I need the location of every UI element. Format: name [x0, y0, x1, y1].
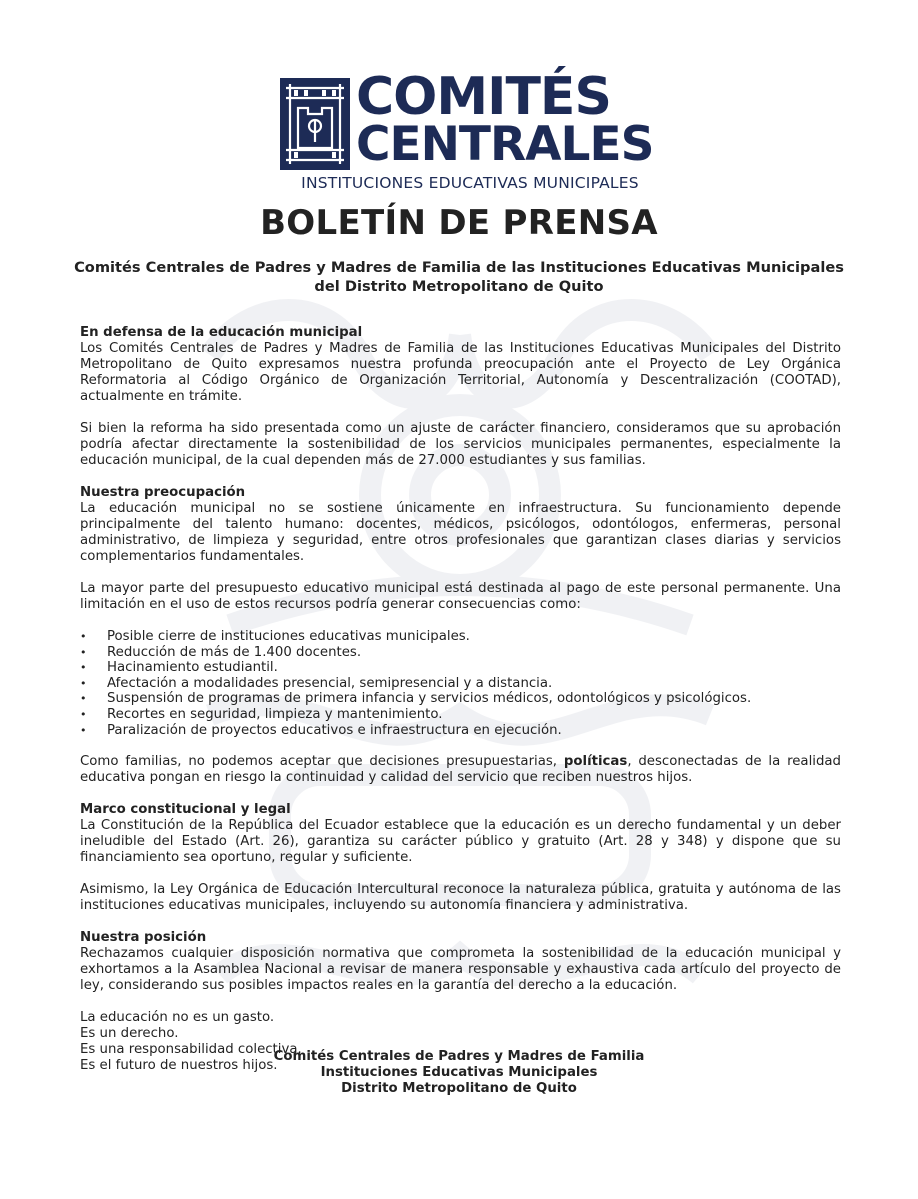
- paragraph: Rechazamos cualquier disposición normativa que comprometa la sostenibilidad de la educación municipal y exhortamos a la Asamblea Nacional a revisar de manera responsable y exhaustiva cada artículo del proyecto de ley, considerando sus posibles impactos reales en la garantía del derecho a la educación.: [80, 946, 841, 994]
- section-heading-marco: Marco constitucional y legal: [80, 802, 291, 818]
- paragraph: Asimismo, la Ley Orgánica de Educación Intercultural reconoce la naturaleza pública, gratuita y autónoma de las instituciones educativas municipales, incluyendo su autonomía financiera y administrativa.: [80, 882, 841, 914]
- logo-subtitle: INSTITUCIONES EDUCATIVAS MUNICIPALES: [301, 174, 639, 192]
- closing-line: Es una responsabilidad colectiva.: [80, 1042, 302, 1058]
- text-span: , desconectadas de la realidad educativa pongan en riesgo la continuidad y calidad del servicio que reciben nuestros hijos.: [80, 754, 842, 786]
- list-item: • Paralización de proyectos educativos e infraestructura en ejecución.: [80, 723, 841, 739]
- logo-line-centrales: CENTRALES: [356, 117, 654, 172]
- page-subtitle: Comités Centrales de Padres y Madres de Familia de las Instituciones Educativas Municipales del Distrito Metropolitano de Quito: [74, 259, 844, 295]
- list-item: • Posible cierre de instituciones educativas municipales.: [80, 629, 841, 645]
- list-item: • Hacinamiento estudiantil.: [80, 660, 841, 676]
- quito-seal-icon: [280, 78, 350, 170]
- text-span: Como familias, no podemos aceptar que decisiones presupuestarias,: [80, 754, 564, 770]
- list-item: • Afectación a modalidades presencial, semipresencial y a distancia.: [80, 676, 841, 692]
- signature-line: Comités Centrales de Padres y Madres de Familia: [273, 1049, 645, 1064]
- paragraph: La mayor parte del presupuesto educativo municipal está destinada al pago de este personal permanente. Una limitación en el uso de estos recursos podría generar consecuencias como:: [80, 581, 841, 612]
- press-release-body: [80, 325, 841, 1074]
- signature-block: [0, 1049, 918, 1097]
- paragraph-familias: [80, 754, 841, 786]
- signature-line: Distrito Metropolitano de Quito: [341, 1081, 577, 1096]
- section-heading-preocupacion: Nuestra preocupación: [80, 485, 246, 500]
- page-title: BOLETÍN DE PRENSA: [260, 203, 658, 243]
- bold-word: políticas: [563, 754, 628, 770]
- header-logo: [280, 67, 680, 195]
- section-heading-posicion: Nuestra posición: [80, 930, 207, 946]
- paragraph: Si bien la reforma ha sido presentada como un ajuste de carácter financiero, consideramos que su aprobación podría afectar directamente la sostenibilidad de los servicios municipales permanentes, especialmente la educación municipal, de la cual dependen más de 27.000 estudiantes y sus familias.: [80, 421, 841, 468]
- signature-line: Instituciones Educativas Municipales: [320, 1065, 598, 1080]
- list-item: • Suspensión de programas de primera infancia y servicios médicos, odontológicos y psicológicos.: [80, 691, 841, 707]
- consequences-list: [80, 629, 841, 738]
- paragraph: La educación municipal no se sostiene únicamente en infraestructura. Su funcionamiento depende principalmente del talento humano: docentes, médicos, psicólogos, odontólogos, enfermeras, personal administrativo, de limpieza y seguridad, entre otros profesionales que garantizan clases diarias y servicios complementarios fundamentales.: [80, 501, 841, 564]
- closing-line: Es un derecho.: [80, 1026, 179, 1042]
- paragraph: La Constitución de la República del Ecuador establece que la educación es un derecho fundamental y un deber ineludible del Estado (Art. 26), garantiza su carácter público y gratuito (Art. 28 y 348) y dispone que su financiamiento sea oportuno, regular y suficiente.: [80, 818, 841, 866]
- closing-line: Es el futuro de nuestros hijos.: [80, 1058, 278, 1074]
- list-item: • Reducción de más de 1.400 docentes.: [80, 645, 841, 661]
- list-item: • Recortes en seguridad, limpieza y mantenimiento.: [80, 707, 841, 723]
- closing-line: La educación no es un gasto.: [80, 1010, 275, 1026]
- paragraph: Los Comités Centrales de Padres y Madres de Familia de las Instituciones Educativas Municipales del Distrito Metropolitano de Quito expresamos nuestra profunda preocupación ante el Proyecto de Ley Orgánica Reformatoria al Código Orgánico de Organización Territorial, Autonomía y Descentralización (COOTAD), actualmente en trámite.: [80, 341, 841, 404]
- section-heading-defensa: En defensa de la educación municipal: [80, 325, 363, 340]
- logo-line-comites: COMITÉS: [356, 67, 611, 127]
